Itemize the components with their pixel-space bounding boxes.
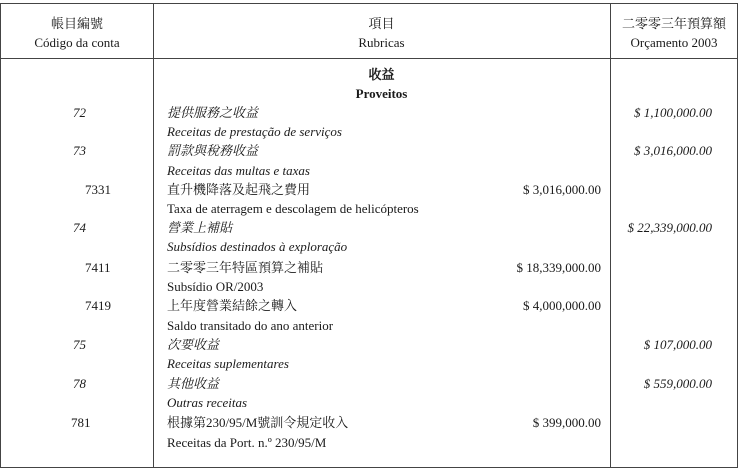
table-row: [1, 258, 737, 277]
header-items-zh: 項目: [368, 16, 395, 31]
table-row: [1, 413, 737, 432]
item-zh: 次要收益: [167, 337, 220, 352]
account-code: 7331: [85, 182, 111, 197]
item-zh: 提供服務之收益: [167, 105, 259, 120]
item-zh: 直升機降落及起飛之費用: [167, 182, 311, 197]
header-budget-zh: 二零零三年預算額: [621, 16, 726, 31]
item-zh: 營業上補貼: [167, 220, 233, 235]
table-row: [1, 277, 737, 296]
header-items-pt: Rubricas: [358, 35, 405, 50]
table-row: [1, 354, 737, 373]
budget-table: [0, 3, 738, 468]
header-budget: [610, 14, 738, 52]
table-row: [1, 296, 737, 315]
account-code: 781: [71, 415, 91, 430]
account-code: 74: [73, 220, 86, 235]
table-row: [1, 218, 737, 237]
item-zh: 根據第230/95/M號訓令規定收入: [167, 415, 349, 430]
item-amount: $ 4,000,000.00: [523, 298, 601, 313]
budget-amount: $ 1,100,000.00: [634, 105, 712, 120]
table-row: [1, 161, 737, 180]
section-title-row: [1, 65, 737, 84]
account-code: 7411: [85, 260, 111, 275]
header-items: [153, 14, 610, 52]
table-row: [1, 103, 737, 122]
item-pt: Subsídios destinados à exploração: [167, 239, 348, 254]
table-row: [1, 237, 737, 256]
budget-amount: $ 107,000.00: [643, 337, 712, 352]
item-zh: 二零零三年特區預算之補貼: [167, 260, 324, 275]
account-code: 73: [73, 143, 86, 158]
item-amount: $ 399,000.00: [532, 415, 601, 430]
account-code: 75: [73, 337, 86, 352]
table-row: [1, 199, 737, 218]
item-amount: $ 3,016,000.00: [523, 182, 601, 197]
budget-amount: $ 559,000.00: [643, 376, 712, 391]
item-pt: Receitas de prestação de serviços: [167, 124, 342, 139]
item-zh: 罰款與稅務收益: [167, 143, 259, 158]
item-zh: 其他收益: [167, 376, 220, 391]
header-divider: [1, 58, 737, 59]
table-row: [1, 433, 737, 452]
item-pt: Saldo transitado do ano anterior: [167, 318, 334, 333]
section-title-pt: Proveitos: [355, 86, 408, 101]
section-title-row: [1, 84, 737, 103]
table-row: [1, 393, 737, 412]
item-zh: 上年度營業結餘之轉入: [167, 298, 298, 313]
header-account-code: [1, 14, 153, 52]
account-code: 78: [73, 376, 86, 391]
item-pt: Receitas suplementares: [167, 356, 289, 371]
table-row: [1, 316, 737, 335]
section-title-zh: 收益: [368, 67, 395, 82]
account-code: 7419: [85, 298, 111, 313]
table-row: [1, 374, 737, 393]
header-budget-pt: Orçamento 2003: [630, 35, 718, 50]
item-amount: $ 18,339,000.00: [516, 260, 601, 275]
budget-amount: $ 3,016,000.00: [634, 143, 712, 158]
table-row: [1, 122, 737, 141]
budget-amount: $ 22,339,000.00: [627, 220, 712, 235]
item-pt: Receitas das multas e taxas: [167, 163, 310, 178]
item-pt: Outras receitas: [167, 395, 248, 410]
item-pt: Taxa de aterragem e descolagem de helicópteros: [167, 201, 419, 216]
table-row: [1, 141, 737, 160]
table-row: [1, 335, 737, 354]
account-code: 72: [73, 105, 86, 120]
header-account-code-zh: 帳目編號: [50, 16, 103, 31]
table-row: [1, 180, 737, 199]
item-pt: Subsídio OR/2003: [167, 279, 264, 294]
item-pt: Receitas da Port. n.º 230/95/M: [167, 435, 327, 450]
header-account-code-pt: Código da conta: [34, 35, 120, 50]
